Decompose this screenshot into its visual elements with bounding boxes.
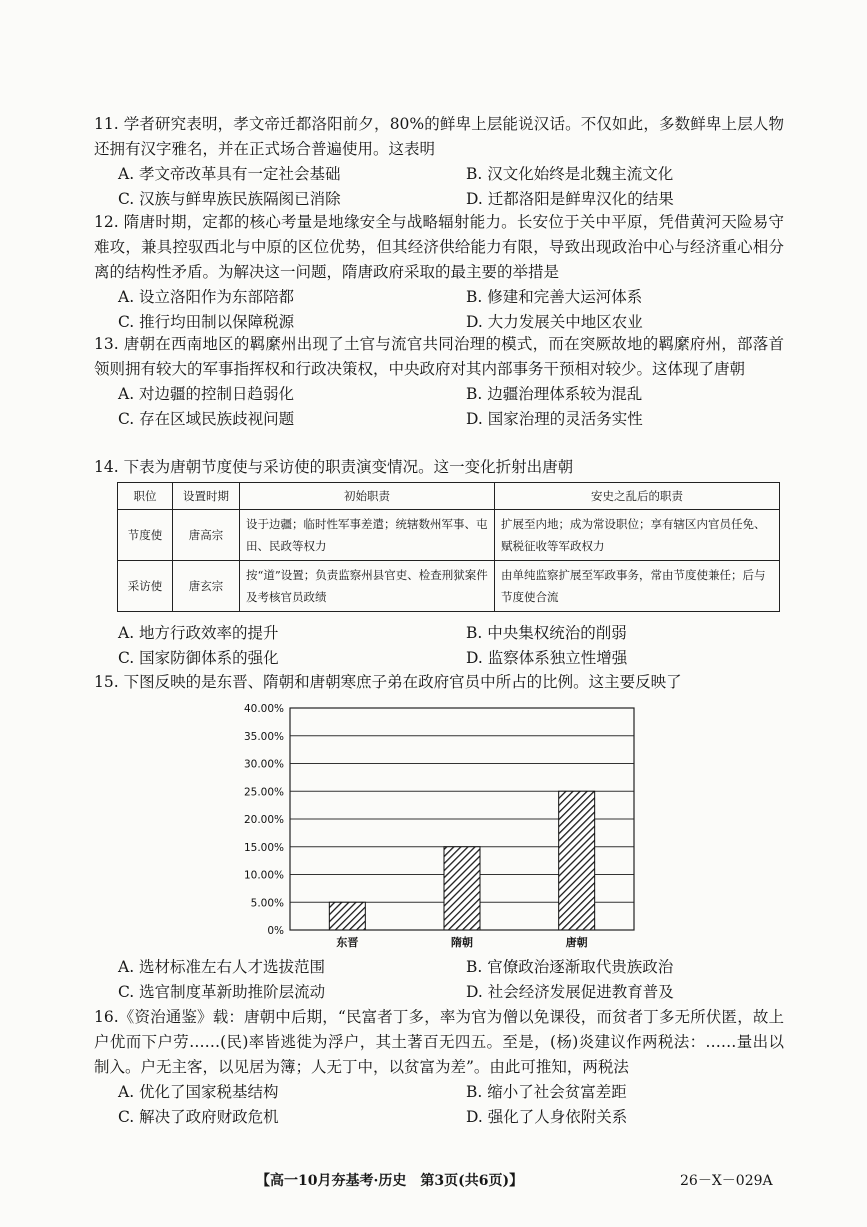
y-tick-label: 15.00% bbox=[243, 841, 284, 854]
table-cell: 唐高宗 bbox=[173, 510, 240, 561]
option-b: B. 中央集权统治的削弱 bbox=[466, 624, 627, 642]
page-footer-code: 26－X－029A bbox=[680, 1173, 773, 1189]
question-stem: 16.《资治通鉴》载：唐朝中后期，“民富者丁多，率为官为僧以免课役，而贫者丁多无所伏匿，故上户优而下户劳……(民)率皆逃徙为浮户，其土著百无四五。至是，(杨)炎建议作两税法：……量出以制入。户无主客，以见居为簿；人无丁中，以贫富为差”。由此可推知，两税法 bbox=[94, 1008, 784, 1076]
bar bbox=[329, 902, 365, 930]
table-row bbox=[118, 561, 780, 612]
option-d: D. 社会经济发展促进教育普及 bbox=[466, 983, 674, 1001]
option-d: D. 大力发展关中地区农业 bbox=[466, 313, 643, 331]
options bbox=[94, 955, 784, 1005]
option-c: C. 推行均田制以保障税源 bbox=[118, 313, 295, 331]
y-tick-label: 35.00% bbox=[243, 730, 284, 743]
x-category-label: 唐朝 bbox=[565, 936, 588, 948]
option-d: D. 国家治理的灵活务实性 bbox=[466, 410, 643, 428]
question-stem: 12. 隋唐时期，定都的核心考量是地缘安全与战略辐射能力。长安位于关中平原，凭借黄河天险易守难攻，兼具控驭西北与中原的区位优势，但其经济供给能力有限，导致出现政治中心与经济重心相分离的结构性矛盾。为解决这一问题，隋唐政府采取的最主要的举措是 bbox=[94, 213, 784, 281]
y-tick-label: 10.00% bbox=[243, 869, 284, 882]
question-15-options bbox=[94, 955, 784, 1005]
question-stem: 11. 学者研究表明，孝文帝迁都洛阳前夕，80%的鲜卑上层能说汉话。不仅如此，多数鲜卑上层人物还拥有汉字雅名，并在正式场合普遍使用。这表明 bbox=[94, 115, 784, 158]
y-tick-label: 30.00% bbox=[243, 758, 284, 771]
question-14-options bbox=[94, 621, 784, 671]
question-stem: 14. 下表为唐朝节度使与采访使的职责演变情况。这一变化折射出唐朝 bbox=[94, 458, 574, 476]
option-a: A. 设立洛阳作为东部陪都 bbox=[118, 288, 295, 306]
question-13 bbox=[94, 332, 784, 432]
option-a: A. 优化了国家税基结构 bbox=[118, 1083, 279, 1101]
table-cell: 扩展至内地；成为常设职位；享有辖区内官员任免、赋税征收等军政权力 bbox=[495, 510, 780, 561]
table-header: 设置时期 bbox=[173, 483, 240, 510]
question-stem: 15. 下图反映的是东晋、隋朝和唐朝寒庶子弟在政府官员中所占的比例。这主要反映了 bbox=[94, 673, 682, 691]
option-d: D. 监察体系独立性增强 bbox=[466, 649, 628, 667]
table-header-row bbox=[118, 483, 780, 510]
option-c: C. 国家防御体系的强化 bbox=[118, 649, 279, 667]
chart-bars bbox=[329, 791, 594, 930]
options bbox=[94, 1080, 784, 1130]
duty-table bbox=[117, 482, 780, 612]
table-cell: 唐玄宗 bbox=[173, 561, 240, 612]
bar bbox=[444, 847, 480, 930]
table-cell: 由单纯监察扩展至军政事务，常由节度使兼任；后与节度使合流 bbox=[495, 561, 780, 612]
option-c: C. 汉族与鲜卑族民族隔阂已消除 bbox=[118, 190, 341, 208]
question-11 bbox=[94, 112, 784, 212]
options bbox=[94, 285, 784, 335]
table-cell: 按“道”设置；负责监察州县官吏、检查刑狱案件及考核官员政绩 bbox=[240, 561, 495, 612]
y-tick-label: 0% bbox=[267, 925, 284, 937]
y-axis-ticks bbox=[244, 703, 284, 937]
x-axis-categories bbox=[336, 935, 587, 948]
question-12 bbox=[94, 210, 784, 335]
question-stem: 13. 唐朝在西南地区的羁縻州出现了土官与流官共同治理的模式，而在突厥故地的羁縻府州，部落首领则拥有较大的军事指挥权和行政决策权，中央政府对其内部事务干预相对较少。这体现了唐朝 bbox=[94, 335, 784, 378]
x-category-label: 东晋 bbox=[336, 936, 359, 948]
option-b: B. 官僚政治逐渐取代贵族政治 bbox=[466, 958, 674, 976]
options bbox=[94, 382, 784, 432]
option-a: A. 地方行政效率的提升 bbox=[118, 624, 279, 642]
table-cell: 设于边疆；临时性军事差遣；统辖数州军事、屯田、民政等权力 bbox=[240, 510, 495, 561]
table-header: 职位 bbox=[118, 483, 173, 510]
page-footer-title: 【高一10月夯基考·历史 第3页(共6页)】 bbox=[256, 1173, 524, 1189]
option-b: B. 修建和完善大运河体系 bbox=[466, 288, 643, 306]
option-d: D. 强化了人身依附关系 bbox=[466, 1108, 628, 1126]
option-b: B. 缩小了社会贫富差距 bbox=[466, 1083, 627, 1101]
x-category-label: 隋朝 bbox=[451, 936, 473, 948]
y-tick-label: 25.00% bbox=[243, 786, 284, 799]
table-header: 初始职责 bbox=[240, 483, 495, 510]
option-c: C. 解决了政府财政危机 bbox=[118, 1108, 279, 1126]
bar-chart bbox=[234, 698, 644, 948]
y-tick-label: 20.00% bbox=[243, 814, 284, 826]
bar bbox=[559, 791, 595, 930]
question-14 bbox=[94, 455, 784, 480]
option-c: C. 选官制度革新助推阶层流动 bbox=[118, 983, 326, 1001]
option-b: B. 边疆治理体系较为混乱 bbox=[466, 385, 643, 403]
option-a: A. 孝文帝改革具有一定社会基础 bbox=[118, 165, 341, 183]
option-c: C. 存在区域民族歧视问题 bbox=[118, 410, 295, 428]
option-a: A. 选材标准左右人才选拔范围 bbox=[118, 958, 326, 976]
question-16 bbox=[94, 1005, 784, 1130]
table-cell: 采访使 bbox=[118, 561, 173, 612]
table-cell: 节度使 bbox=[118, 510, 173, 561]
options bbox=[94, 621, 784, 671]
y-tick-label: 40.00% bbox=[243, 703, 284, 715]
option-d: D. 迁都洛阳是鲜卑汉化的结果 bbox=[466, 190, 674, 208]
option-b: B. 汉文化始终是北魏主流文化 bbox=[466, 165, 674, 183]
table-row bbox=[118, 510, 780, 561]
option-a: A. 对边疆的控制日趋弱化 bbox=[118, 385, 295, 403]
table-header: 安史之乱后的职责 bbox=[495, 483, 780, 510]
y-tick-label: 5.00% bbox=[250, 897, 284, 910]
options bbox=[94, 162, 784, 212]
question-15 bbox=[94, 670, 784, 695]
